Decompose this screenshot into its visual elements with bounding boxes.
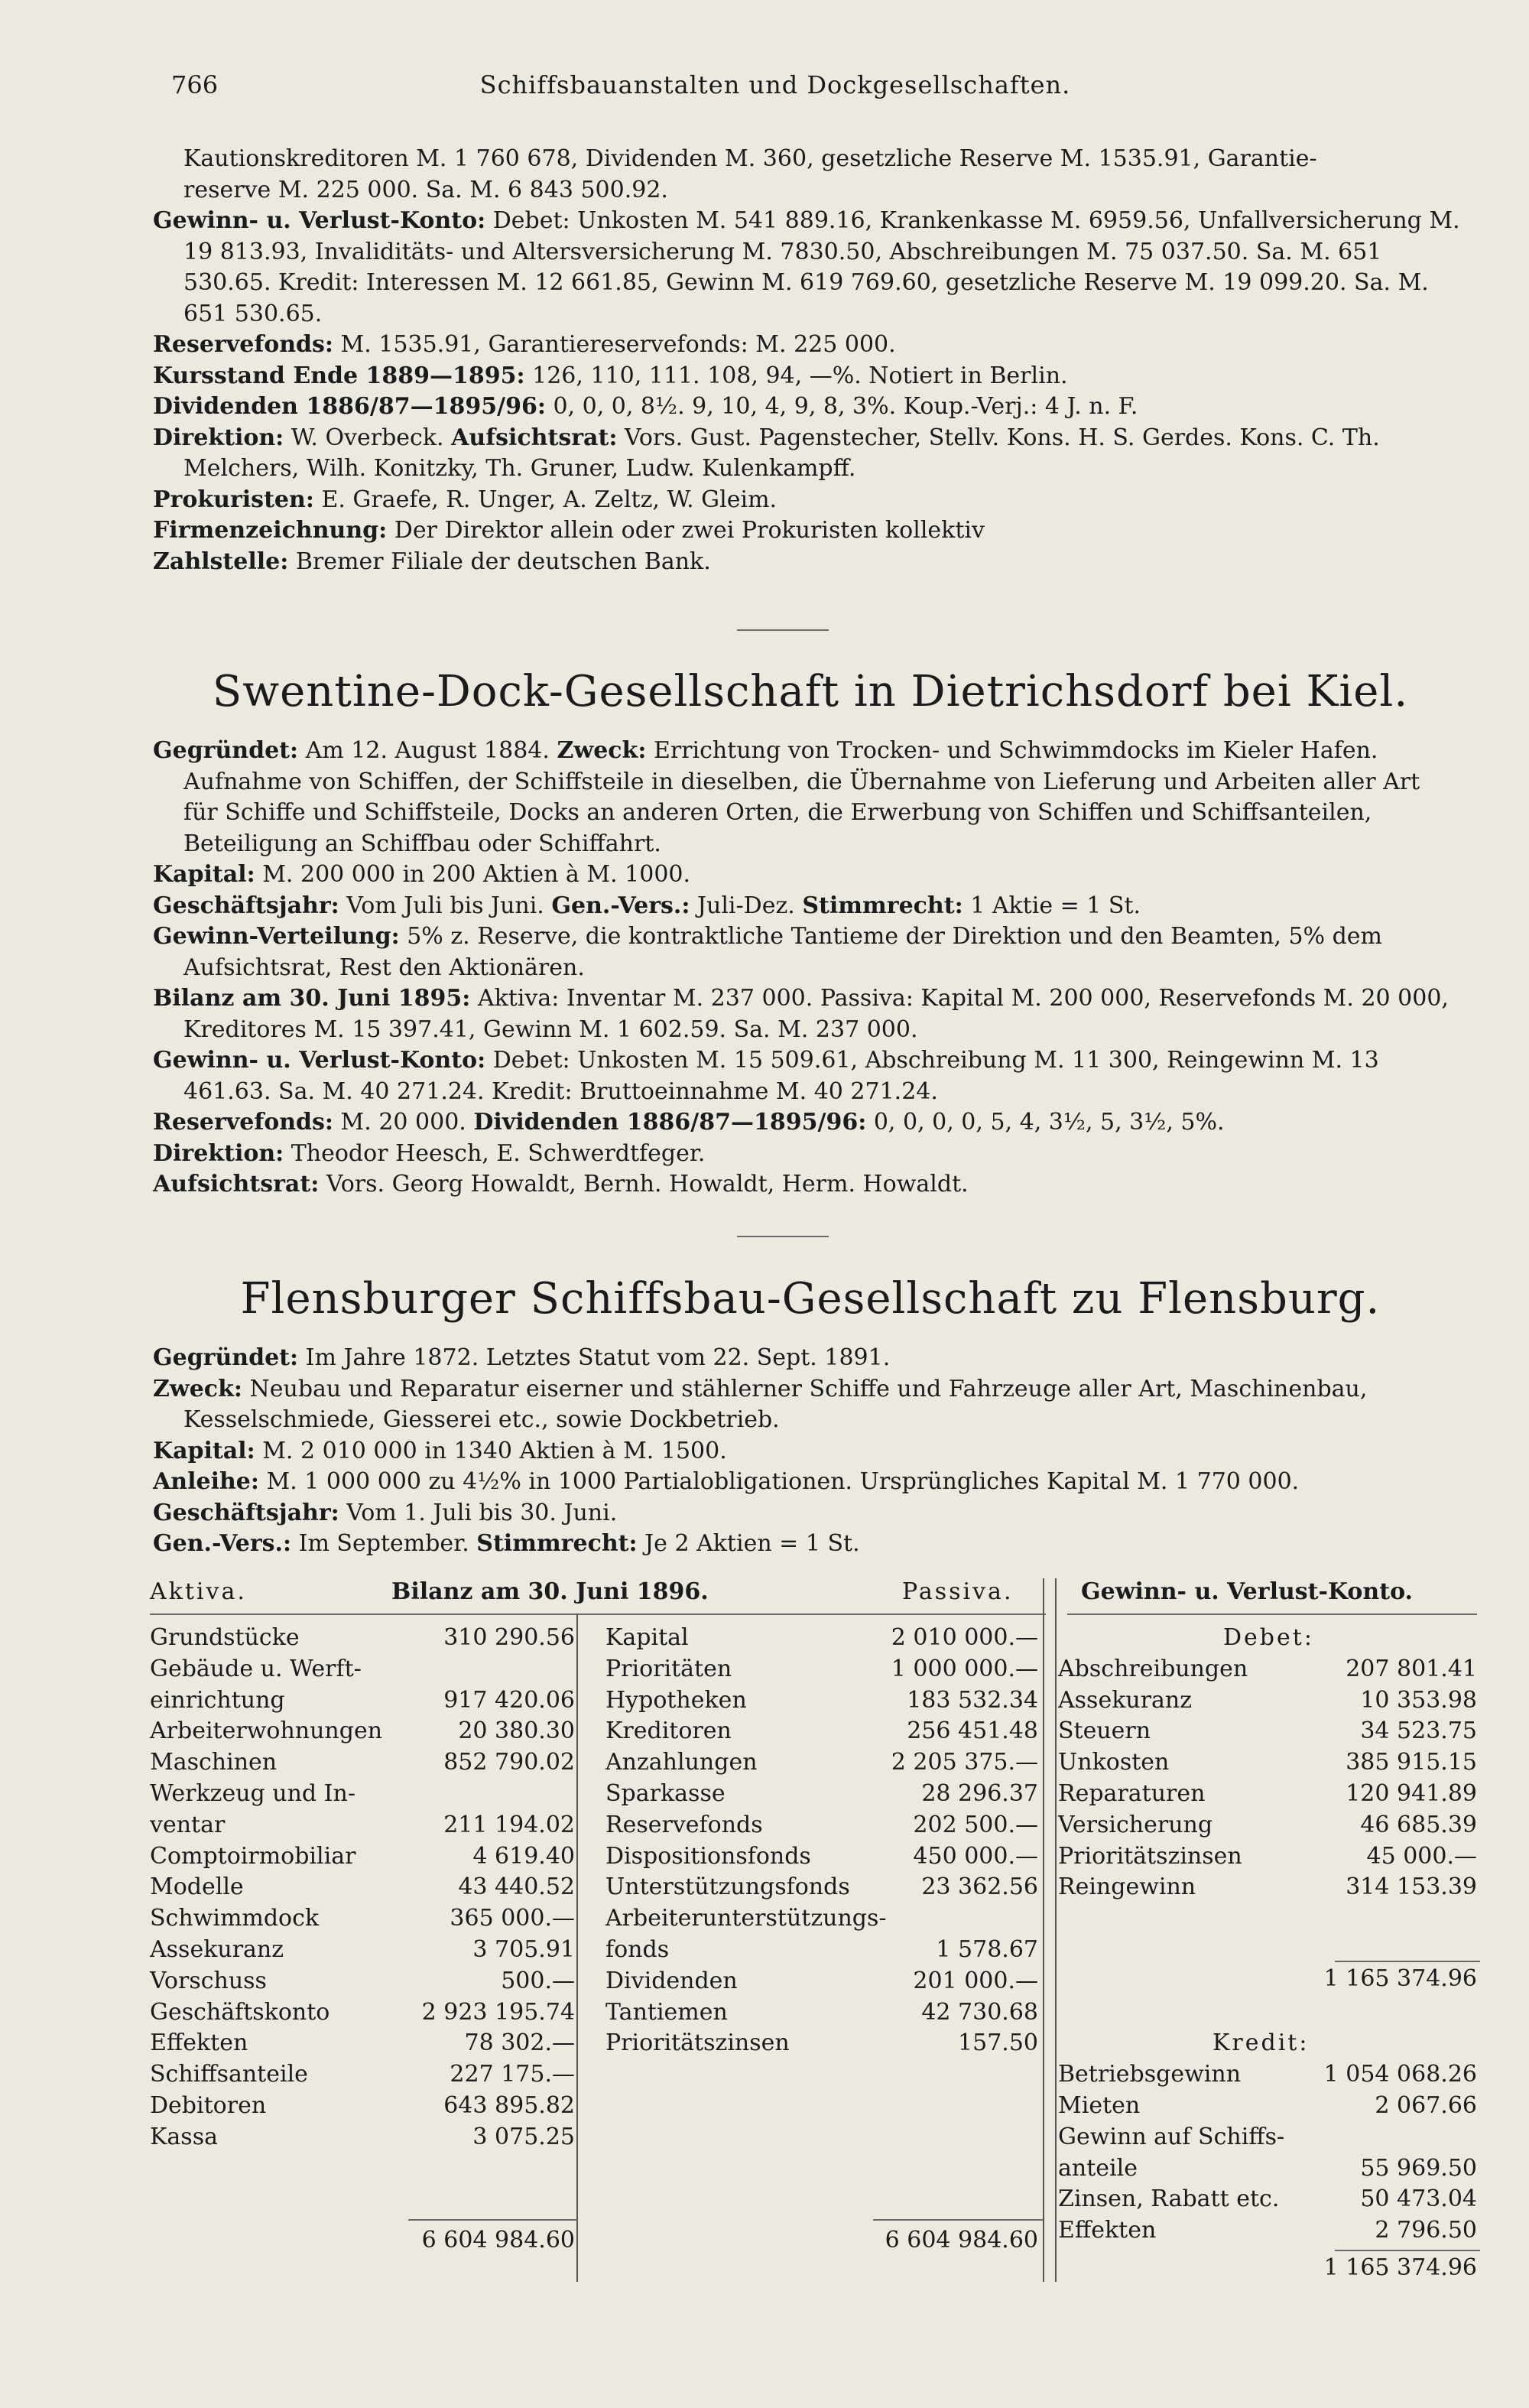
aktiva-amount: 917 420.06 (443, 1686, 575, 1714)
aktiva-amount: 3 075.25 (472, 2123, 575, 2150)
debet-amount: 207 801.41 (1346, 1655, 1477, 1682)
passiva-row (150, 1936, 1465, 1967)
passiva-label: Tantiemen (605, 1998, 728, 2026)
debet-row (150, 1655, 1477, 1686)
debet-label: Assekuranz (1058, 1686, 1193, 1714)
debet-amount: 120 941.89 (1346, 1780, 1477, 1807)
aktiva-header: Aktiva. (150, 1578, 247, 1605)
passiva-row (150, 1905, 1465, 1935)
aktiva-label: Debitoren (150, 2092, 267, 2119)
aktiva-amount: 365 000.— (450, 1905, 575, 1932)
aktiva-label: einrichtung (150, 1686, 285, 1714)
debet-amount: 46 685.39 (1360, 1811, 1477, 1838)
aktiva-label: Geschäftskonto (150, 1998, 330, 2026)
balance-header-row (150, 1578, 1465, 1609)
debet-total-row (150, 1965, 1477, 1996)
debet-amount: 314 153.39 (1346, 1873, 1477, 1901)
aktiva-amount: 3 705.91 (472, 1936, 575, 1963)
kredit-row (150, 2217, 1477, 2247)
passiva-amount: 1 000 000.— (891, 1655, 1038, 1682)
debet-row (150, 1717, 1477, 1748)
guv-header-rule (1067, 1613, 1477, 1615)
debet-header: Debet: (1223, 1624, 1314, 1651)
passiva-total: 6 604 984.60 (885, 2227, 1038, 2254)
kredit-label: Betriebsgewinn (1058, 2061, 1242, 2088)
aktiva-amount: 310 290.56 (443, 1624, 575, 1651)
debet-label: Reingewinn (1058, 1873, 1196, 1901)
balance-sheet (150, 1578, 1477, 2282)
passiva-amount: 42 730.68 (921, 1998, 1038, 2026)
aktiva-label: Schwimmdock (150, 1905, 320, 1932)
debet-amount: 10 353.98 (1360, 1686, 1477, 1714)
flensburg-founded-entry: Gegründet: Im Jahre 1872. Letztes Statut vom 22. Sept. 1891. (153, 1344, 891, 1371)
passiva-amount: 450 000.— (913, 1842, 1038, 1870)
kredit-header-row (150, 2029, 1465, 2060)
aktiva-amount: 78 302.— (464, 2029, 575, 2057)
aktiva-label: Assekuranz (150, 1936, 284, 1963)
passiva-label: Anzahlungen (605, 1749, 758, 1776)
aktiva-label: Kassa (150, 2123, 218, 2150)
swentine-guv-entry: Gewinn- u. Verlust-Konto: Debet: Unkosten M. 15 509.61, Abschreibung M. 11 300, Reingewinn M. 13 461.63. Sa. M. 40 271.24. Kredit: Bruttoeinnahme M. 40 271.24. (153, 1047, 1379, 1105)
aktiva-amount: 43 440.52 (458, 1873, 575, 1901)
swentine-founded-entry: Gegründet: Am 12. August 1884. Zweck: Errichtung von Trocken- und Schwimmdocks im Kieler Hafen. Aufnahme von Schiffen, der Schiffsteile in dieselben, die Übernahme von Lieferung und Arbeiten aller Art für Schiffe und Schiffsteile, Docks an anderen Orten, die Erwerbung von Schiffen und Schiffsanteilen, Beteiligung an Schiffbau oder Schiffahrt. (153, 737, 1420, 857)
debet-amount: 34 523.75 (1360, 1717, 1477, 1745)
aktiva-label: Effekten (150, 2029, 248, 2057)
debet-header-row (150, 1624, 1465, 1655)
swentine-reserve-entry: Reservefonds: M. 20 000. Dividenden 1886/87—1895/96: 0, 0, 0, 0, 5, 4, 3½, 5, 3½, 5%. (153, 1109, 1225, 1136)
debet-amount: 45 000.— (1366, 1842, 1477, 1870)
aktiva-amount: 227 175.— (450, 2061, 575, 2088)
kredit-label: Mieten (1058, 2092, 1141, 2119)
passiva-amount: 23 362.56 (921, 1873, 1038, 1901)
kredit-header: Kredit: (1212, 2029, 1310, 2057)
debet-label: Prioritätszinsen (1058, 1842, 1242, 1870)
passiva-label: Arbeiterunterstützungs- (605, 1905, 887, 1932)
previous-company-section (153, 144, 1460, 577)
debet-row (150, 1686, 1477, 1717)
aktiva-label: Arbeiterwohnungen (150, 1717, 383, 1745)
swentine-fiscal-entry: Geschäftsjahr: Vom Juli bis Juni. Gen.-Vers.: Juli-Dez. Stimmrecht: 1 Aktie = 1 St. (153, 892, 1141, 919)
kredit-amount: 50 473.04 (1360, 2185, 1477, 2213)
passiva-label: Dividenden (605, 1967, 738, 1994)
aktiva-label: Werkzeug und In- (150, 1780, 355, 1807)
aktiva-amount: 852 790.02 (443, 1749, 575, 1776)
balance-title: Bilanz am 30. Juni 1896. (391, 1578, 709, 1605)
flensburg-capital-entry: Kapital: M. 2 010 000 in 1340 Aktien à M. 1500. (153, 1437, 727, 1464)
flensburg-heading: Flensburger Schiffsbau-Gesellschaft zu Flensburg. (240, 1274, 1381, 1324)
kredit-label: Zinsen, Rabatt etc. (1058, 2185, 1280, 2213)
aktiva-amount: 643 895.82 (443, 2092, 575, 2119)
kredit-row (150, 2061, 1477, 2091)
guv-header: Gewinn- u. Verlust-Konto. (1081, 1578, 1413, 1605)
kredit-label: Gewinn auf Schiffs- (1058, 2123, 1285, 2150)
passiva-label: Hypotheken (605, 1686, 747, 1714)
aktiva-label: Modelle (150, 1873, 244, 1901)
passiva-amount: 28 296.37 (921, 1780, 1038, 1807)
kredit-amount: 2 067.66 (1375, 2092, 1477, 2119)
prev-zahlstelle-entry: Zahlstelle: Bremer Filiale der deutschen Bank. (153, 548, 711, 575)
prev-dividend-entry: Dividenden 1886/87—1895/96: 0, 0, 0, 8½. 9, 10, 4, 9, 8, 3%. Koup.-Verj.: 4 J. n. F. (153, 393, 1138, 420)
prev-guv-entry: Gewinn- u. Verlust-Konto: Debet: Unkosten M. 541 889.16, Krankenkasse M. 6959.56, Unfallversicherung M. 19 813.93, Invaliditäts- und Altersversicherung M. 7830.50, Abschreibungen M. 75 037.50. Sa. M. 651 530.65. Kredit: Interessen M. 12 661.85, Gewinn M. 619 769.60, gesetzliche Reserve M. 19 099.20. Sa. M. 651 530.65. (153, 207, 1460, 327)
passiva-label: Kapital (605, 1624, 689, 1651)
flensburg-loan-entry: Anleihe: M. 1 000 000 zu 4½% in 1000 Partialobligationen. Ursprüngliches Kapital M. 1 770 000. (153, 1468, 1300, 1495)
passiva-amount: 2 010 000.— (891, 1624, 1038, 1651)
prev-board-entry: Direktion: W. Overbeck. Aufsichtsrat: Vors. Gust. Pagenstecher, Stellv. Kons. H. S. Gerdes. Kons. C. Th. Melchers, Wilh. Konitzky, Th. Gruner, Ludw. Kulenkampff. (153, 424, 1380, 482)
debet-row (150, 1780, 1477, 1811)
aktiva-amount: 2 923 195.74 (421, 1998, 575, 2026)
kredit-row (150, 2185, 1477, 2216)
flensburg-section (153, 1343, 1460, 1560)
running-title: Schiffsbauanstalten und Dockgesellschaften. (479, 70, 1071, 99)
debet-label: Unkosten (1058, 1749, 1170, 1776)
section-divider (737, 629, 829, 631)
debet-label: Steuern (1058, 1717, 1151, 1745)
passiva-amount: 256 451.48 (907, 1717, 1038, 1745)
flensburg-meeting-entry: Gen.-Vers.: Im September. Stimmrecht: Je 2 Aktien = 1 St. (153, 1530, 860, 1557)
debet-label: Versicherung (1058, 1811, 1213, 1838)
debet-row (150, 1749, 1477, 1779)
kredit-row (150, 2092, 1477, 2123)
aktiva-label: Comptoirmobiliar (150, 1842, 356, 1870)
prev-prokuristen-entry: Prokuristen: E. Graefe, R. Unger, A. Zeltz, W. Gleim. (153, 486, 777, 513)
debet-row (150, 1873, 1477, 1904)
debet-amount: 385 915.15 (1346, 1749, 1477, 1776)
section-divider-2 (737, 1236, 829, 1237)
kredit-total-row (150, 2254, 1477, 2285)
debet-label: Abschreibungen (1058, 1655, 1248, 1682)
aktiva-label: Grundstücke (150, 1624, 300, 1651)
passiva-label: Kreditoren (605, 1717, 732, 1745)
aktiva-label: Vorschuss (150, 1967, 267, 1994)
balance-header-rule (150, 1613, 1046, 1615)
swentine-heading: Swentine-Dock-Gesellschaft in Dietrichsdorf bei Kiel. (212, 667, 1409, 717)
passiva-label: Prioritätszinsen (605, 2029, 790, 2057)
passiva-amount: 202 500.— (913, 1811, 1038, 1838)
running-header (171, 70, 1379, 109)
flensburg-purpose-entry: Zweck: Neubau und Reparatur eiserner und stählerner Schiffe und Fahrzeuge aller Art, Maschinenbau, Kesselschmiede, Giesserei etc., sowie Dockbetrieb. (153, 1375, 1368, 1433)
passiva-label: Reservefonds (605, 1811, 763, 1838)
swentine-section (153, 736, 1460, 1201)
aktiva-amount: 211 194.02 (443, 1811, 575, 1838)
passiva-label: Unterstützungsfonds (605, 1873, 850, 1901)
debet-total: 1 165 374.96 (1323, 1965, 1477, 1992)
passiva-row (150, 1999, 1465, 2029)
prev-firm-entry: Firmenzeichnung: Der Direktor allein oder zwei Prokuristen kollektiv (153, 517, 985, 544)
kredit-amount: 55 969.50 (1360, 2154, 1477, 2182)
kredit-row (150, 2124, 1465, 2154)
debet-label: Reparaturen (1058, 1780, 1206, 1807)
kredit-total: 1 165 374.96 (1323, 2254, 1477, 2281)
page-number: 766 (171, 70, 219, 99)
swentine-direction-entry: Direktion: Theodor Heesch, E. Schwerdtfeger. (153, 1139, 706, 1167)
swentine-profit-distribution-entry: Gewinn-Verteilung: 5% z. Reserve, die kontraktliche Tantieme der Direktion und den Beamten, 5% dem Aufsichtsrat, Rest den Aktionären. (153, 923, 1382, 981)
prev-reserve-entry: Reservefonds: M. 1535.91, Garantiereservefonds: M. 225 000. (153, 331, 896, 358)
aktiva-amount: 20 380.30 (458, 1717, 575, 1745)
prev-kurs-entry: Kursstand Ende 1889—1895: 126, 110, 111. 108, 94, —%. Notiert in Berlin. (153, 362, 1068, 389)
aktiva-label: Maschinen (150, 1749, 278, 1776)
aktiva-label: ventar (150, 1811, 226, 1838)
aktiva-label: Schiffsanteile (150, 2061, 308, 2088)
passiva-amount: 183 532.34 (907, 1686, 1038, 1714)
swentine-capital-entry: Kapital: M. 200 000 in 200 Aktien à M. 1000. (153, 861, 691, 888)
flensburg-fiscal-entry: Geschäftsjahr: Vom 1. Juli bis 30. Juni. (153, 1499, 618, 1526)
aktiva-label: Gebäude u. Werft- (150, 1655, 362, 1682)
passiva-label: Dispositionsfonds (605, 1842, 811, 1870)
aktiva-amount: 500.— (501, 1967, 575, 1994)
debet-row (150, 1811, 1477, 1842)
kredit-label: Effekten (1058, 2217, 1157, 2244)
kautions-line: Kautionskreditoren M. 1 760 678, Dividenden M. 360, gesetzliche Reserve M. 1535.91, Garantie- reserve M. 225 000. Sa. M. 6 843 500.92. (183, 145, 1317, 203)
passiva-amount: 2 205 375.— (891, 1749, 1038, 1776)
passiva-label: fonds (605, 1936, 670, 1963)
kredit-amount: 2 796.50 (1375, 2217, 1477, 2244)
passiva-header: Passiva. (902, 1578, 1014, 1605)
passiva-label: Prioritäten (605, 1655, 732, 1682)
passiva-amount: 1 578.67 (936, 1936, 1038, 1963)
swentine-board-entry: Aufsichtsrat: Vors. Georg Howaldt, Bernh. Howaldt, Herm. Howaldt. (153, 1171, 969, 1198)
passiva-amount: 157.50 (958, 2029, 1038, 2057)
kredit-row (150, 2154, 1477, 2185)
debet-row (150, 1842, 1477, 1873)
aktiva-amount: 4 619.40 (472, 1842, 575, 1870)
aktiva-total: 6 604 984.60 (421, 2227, 575, 2254)
swentine-balance-entry: Bilanz am 30. Juni 1895: Aktiva: Inventar M. 237 000. Passiva: Kapital M. 200 000, Reservefonds M. 20 000, Kreditores M. 15 397.41, Gewinn M. 1 602.59. Sa. M. 237 000. (153, 985, 1449, 1043)
passiva-amount: 201 000.— (913, 1967, 1038, 1994)
kredit-label: anteile (1058, 2154, 1138, 2182)
kredit-amount: 1 054 068.26 (1323, 2061, 1477, 2088)
passiva-label: Sparkasse (605, 1780, 726, 1807)
